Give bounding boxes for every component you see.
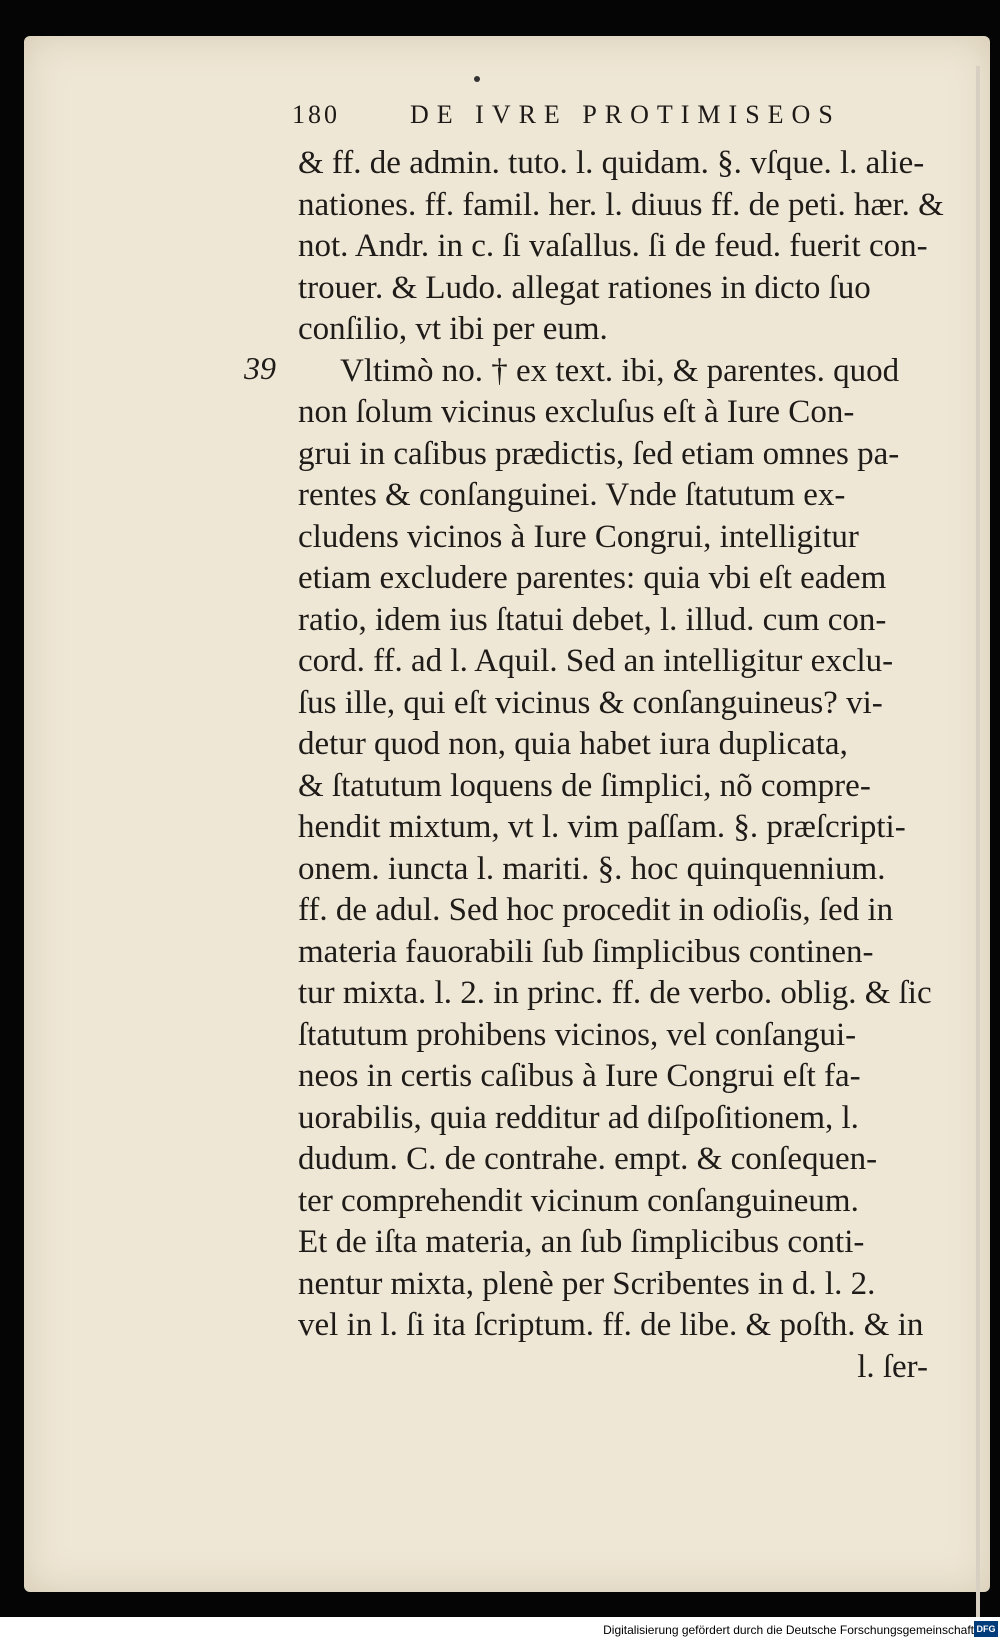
text-line: vel in l. ſi ita ſcriptum. ff. de libe. & poſth. & in bbox=[298, 1307, 924, 1343]
funding-note: Digitalisierung gefördert durch die Deutsche Forschungsgemeinschaft bbox=[603, 1623, 974, 1637]
text-line: ſtatutum prohibens vicinos, vel conſangui- bbox=[298, 1016, 857, 1053]
text-line: Et de iſta materia, an ſub ſimplicibus conti- bbox=[298, 1224, 865, 1260]
text-line: trouer. & Ludo. allegat rationes in dicto ſuo bbox=[298, 269, 871, 306]
text-line: Vltimò no. † ex text. ibi, & parentes. quod bbox=[340, 352, 900, 389]
dfg-logo: DFG bbox=[974, 1621, 998, 1637]
text-line: & ff. de admin. tuto. l. quidam. §. vſque. l. alie- bbox=[298, 145, 925, 181]
text-line: ter comprehendit vicinum conſanguineum. bbox=[298, 1182, 859, 1219]
text-line: tur mixta. l. 2. in princ. ff. de verbo. oblig. & ſic bbox=[298, 975, 932, 1011]
text-line: etiam excludere parentes: quia vbi eſt eadem bbox=[298, 560, 887, 596]
text-line: hendit mixtum, vt l. vim paſſam. §. præſcripti- bbox=[298, 809, 906, 845]
text-line: not. Andr. in c. ſi vaſallus. ſi de feud. fuerit con- bbox=[298, 228, 928, 264]
text-line: onem. iuncta l. mariti. §. hoc quinquennium. bbox=[298, 850, 886, 887]
text-line: detur quod non, quia habet iura duplicata, bbox=[298, 726, 848, 762]
text-line: materia fauorabili ſub ſimplicibus continen- bbox=[298, 933, 874, 970]
text-line: uorabilis, quia redditur ad diſpoſitionem, l. bbox=[298, 1099, 859, 1136]
text-line: conſilio, vt ibi per eum. bbox=[298, 311, 608, 347]
text-line: nentur mixta, plenè per Scribentes in d. l. 2. bbox=[298, 1265, 876, 1302]
catchword: l. ſer- bbox=[857, 1348, 928, 1385]
text-line: ff. de adul. Sed hoc procedit in odioſis, ſed in bbox=[298, 892, 894, 928]
text-line: cludens vicinos à Iure Congrui, intelligitur bbox=[298, 518, 859, 555]
running-title: DE IVRE PROTIMISEOS bbox=[410, 100, 841, 129]
text-line: grui in caſibus prædictis, ſed etiam omnes pa- bbox=[298, 435, 900, 472]
text-line: non ſolum vicinus excluſus eſt à Iure Con- bbox=[298, 394, 855, 430]
body-text bbox=[298, 143, 988, 1388]
text-line: dudum. C. de contrahe. empt. & conſequen- bbox=[298, 1141, 878, 1177]
text-line: ratio, idem ius ſtatui debet, l. illud. cum con- bbox=[298, 601, 887, 638]
footer-bar bbox=[0, 1617, 1000, 1641]
text-line: cord. ff. ad l. Aquil. Sed an intelligitur exclu- bbox=[298, 643, 894, 679]
page-number: 180 bbox=[292, 100, 340, 129]
running-header bbox=[292, 100, 912, 140]
text-line: neos in certis caſibus à Iure Congrui eſt fa- bbox=[298, 1058, 861, 1094]
text-line: rentes & conſanguinei. Vnde ſtatutum ex- bbox=[298, 477, 846, 513]
marginal-number: 39 bbox=[244, 350, 276, 386]
text-line: nationes. ff. famil. her. l. diuus ff. de peti. hær. & bbox=[298, 186, 944, 223]
text-line: ſus ille, qui eſt vicinus & conſanguineus? vi- bbox=[298, 684, 883, 721]
text-line: & ſtatutum loquens de ſimplici, nõ compre- bbox=[298, 767, 871, 804]
header-ornament-dot bbox=[474, 76, 480, 82]
